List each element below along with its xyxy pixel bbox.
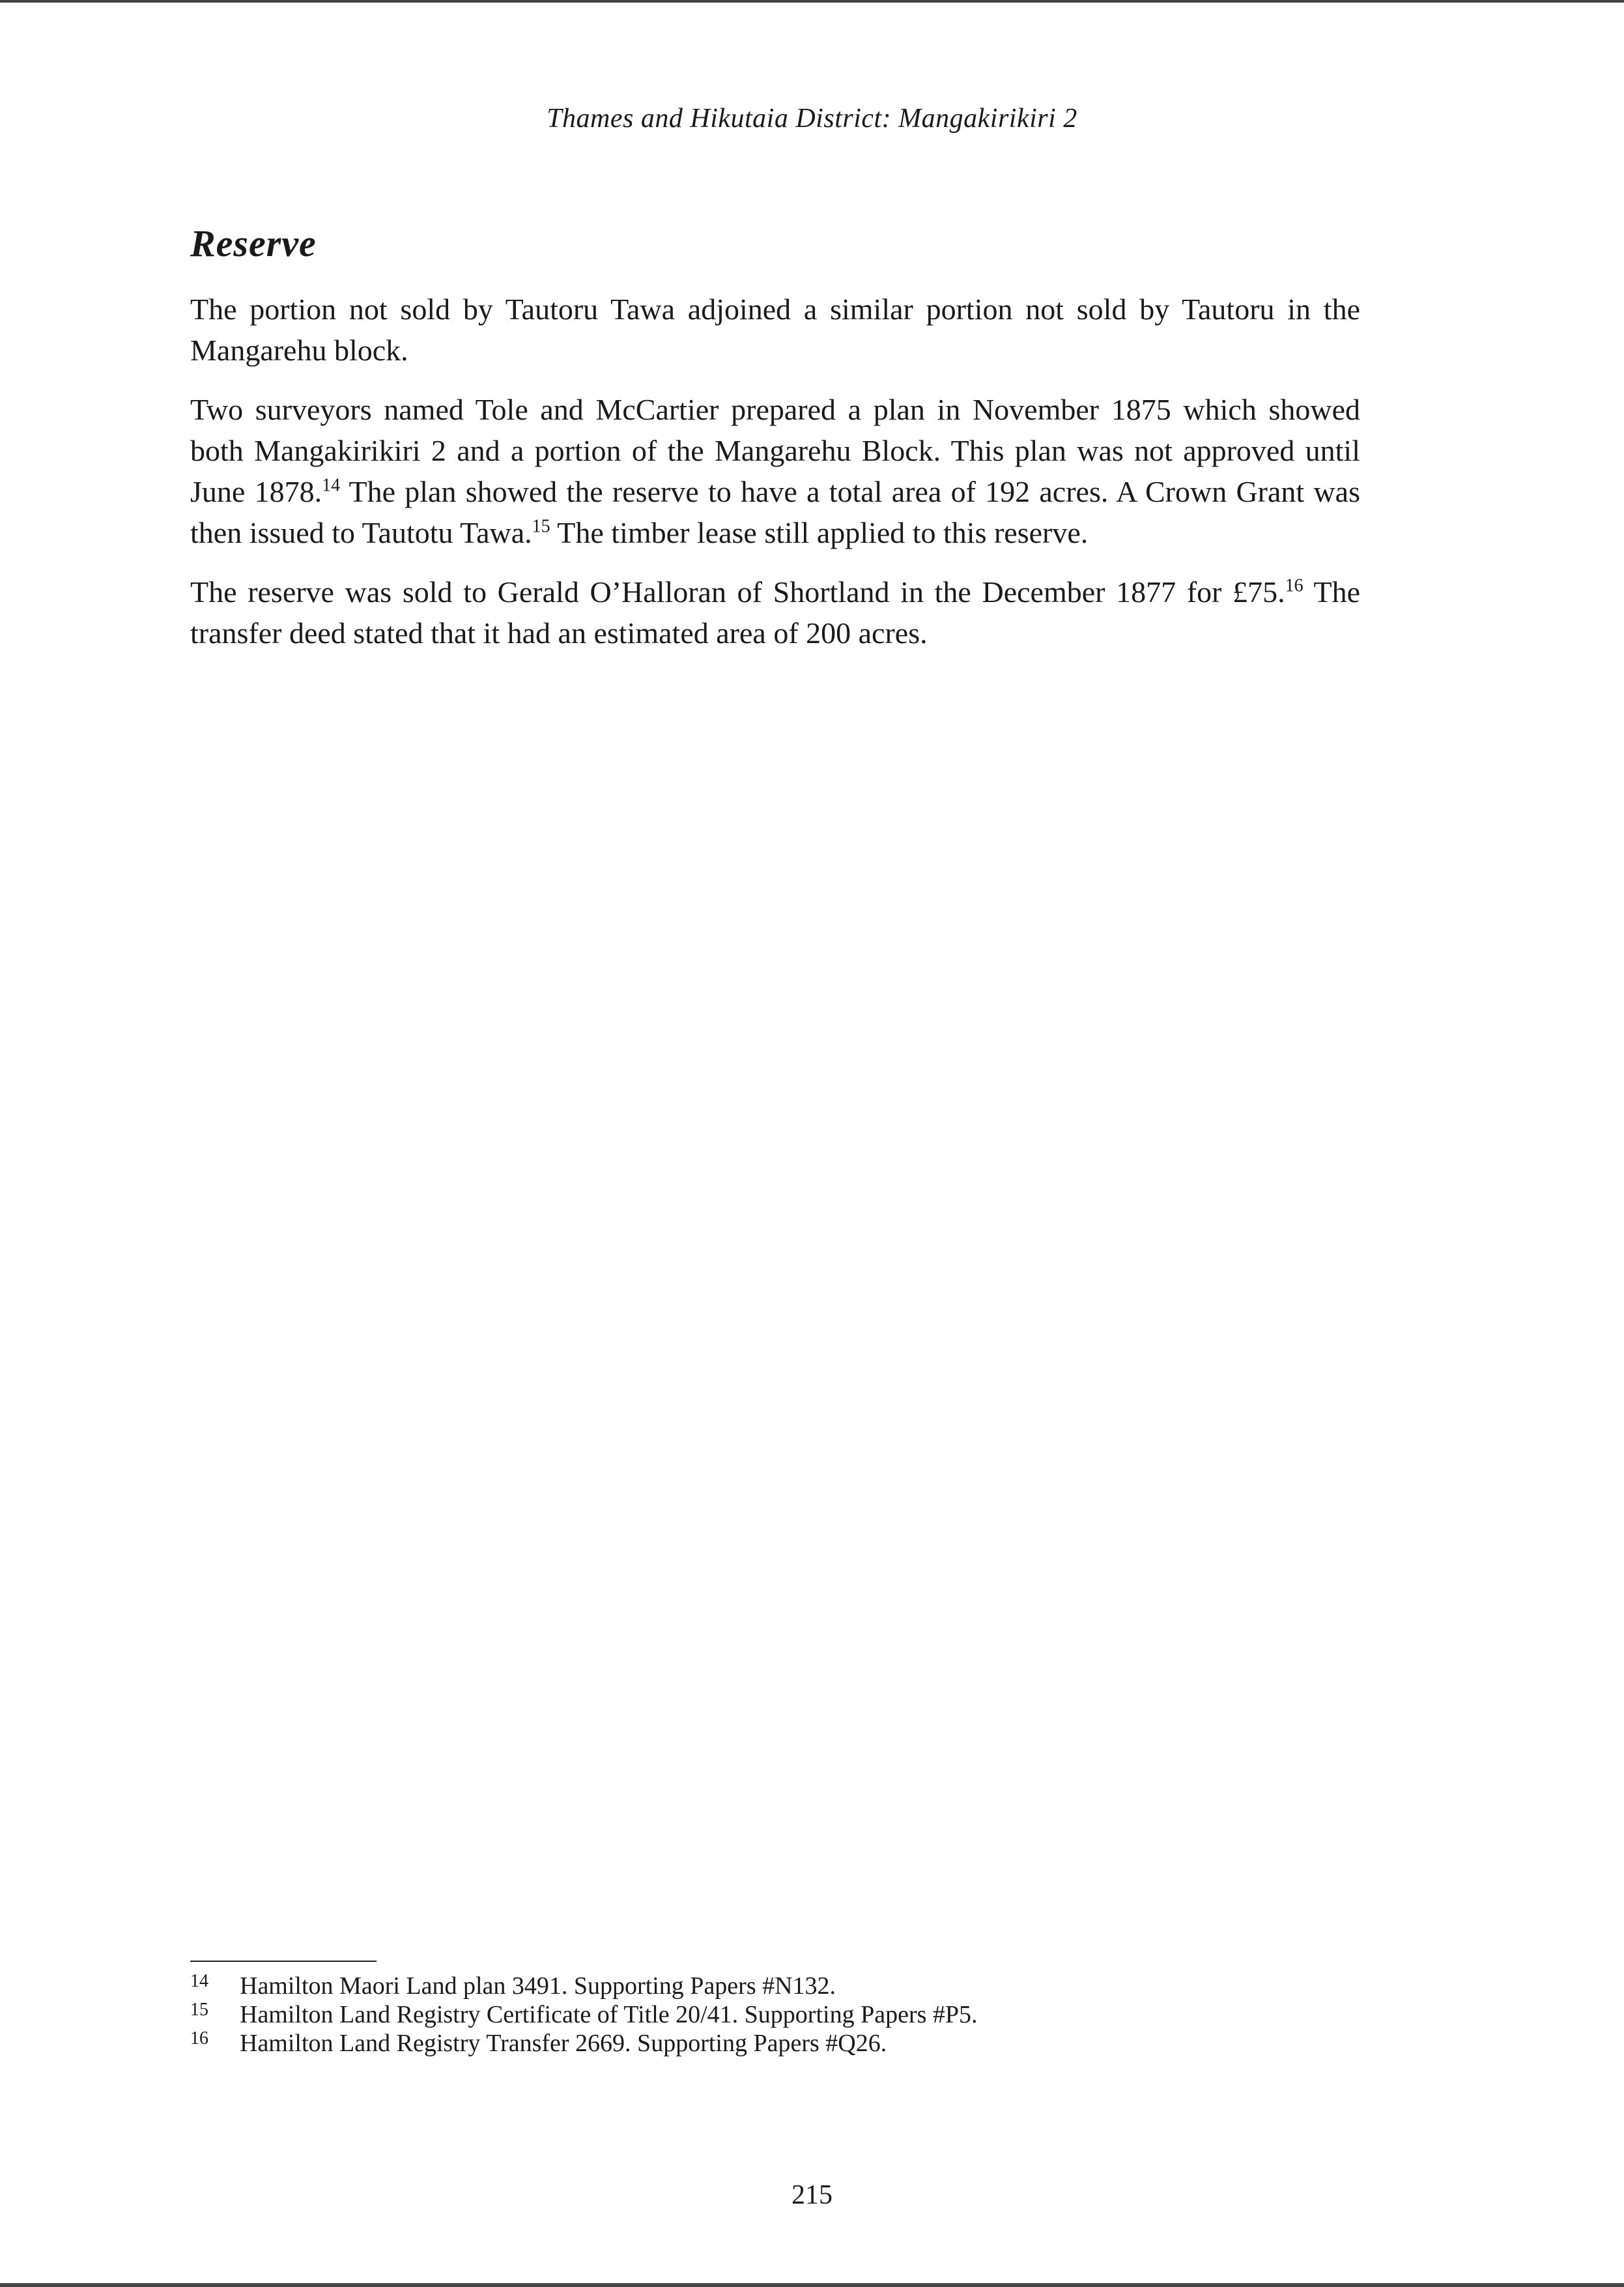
scan-edge-top xyxy=(0,0,1624,3)
footnote-ref-16: 16 xyxy=(1285,575,1303,596)
footnote-ref-15: 15 xyxy=(532,516,550,537)
paragraph-2 xyxy=(190,389,1360,553)
footnote-text: Hamilton Maori Land plan 3491. Supporting Papers #N132. xyxy=(240,1972,836,2000)
running-head: Thames and Hikutaia District: Mangakirikiri 2 xyxy=(547,104,1077,134)
paragraph-1 xyxy=(190,289,1360,371)
paragraph-2-text-b: The plan showed the reserve to have a total area of 192 acres. A Crown Grant was then issued to Tautotu Tawa. xyxy=(190,475,1360,549)
footnote-ref-14: 14 xyxy=(322,475,341,496)
footnote xyxy=(190,2000,1360,2029)
footnote-number: 15 xyxy=(190,2000,208,2020)
footnote-text: Hamilton Land Registry Certificate of Title 20/41. Supporting Papers #P5. xyxy=(240,2001,978,2028)
footnotes xyxy=(190,1972,1360,2058)
page-number: 215 xyxy=(791,2180,833,2210)
footnote-number: 16 xyxy=(190,2028,208,2049)
footnote-number: 14 xyxy=(190,1971,208,1991)
footnote-divider xyxy=(190,1961,377,1962)
paragraph-2-text-a: Two surveyors named Tole and McCartier prepared a plan in November 1875 which showed both Mangakirikiri 2 and a portion of the Mangarehu Block. This plan was not approved until June 1878. xyxy=(190,393,1360,508)
section-heading: Reserve xyxy=(190,222,317,265)
paragraph-3-text-a: The reserve was sold to Gerald O’Halloran of Shortland in the December 1877 for £75. xyxy=(190,575,1285,609)
paragraph-2-text-c: The timber lease still applied to this reserve. xyxy=(550,516,1089,549)
footnote-text: Hamilton Land Registry Transfer 2669. Supporting Papers #Q26. xyxy=(240,2030,887,2057)
paragraph-3-text-b: The transfer deed stated that it had an estimated area of 200 acres. xyxy=(190,575,1360,650)
paragraph-1-text: The portion not sold by Tautoru Tawa adjoined a similar portion not sold by Tautoru in the Mangarehu block. xyxy=(190,293,1360,367)
paragraph-3 xyxy=(190,571,1360,654)
footnote xyxy=(190,1972,1360,2000)
body-text xyxy=(190,222,1360,672)
footnote xyxy=(190,2029,1360,2058)
scan-edge-bottom xyxy=(0,2283,1624,2287)
